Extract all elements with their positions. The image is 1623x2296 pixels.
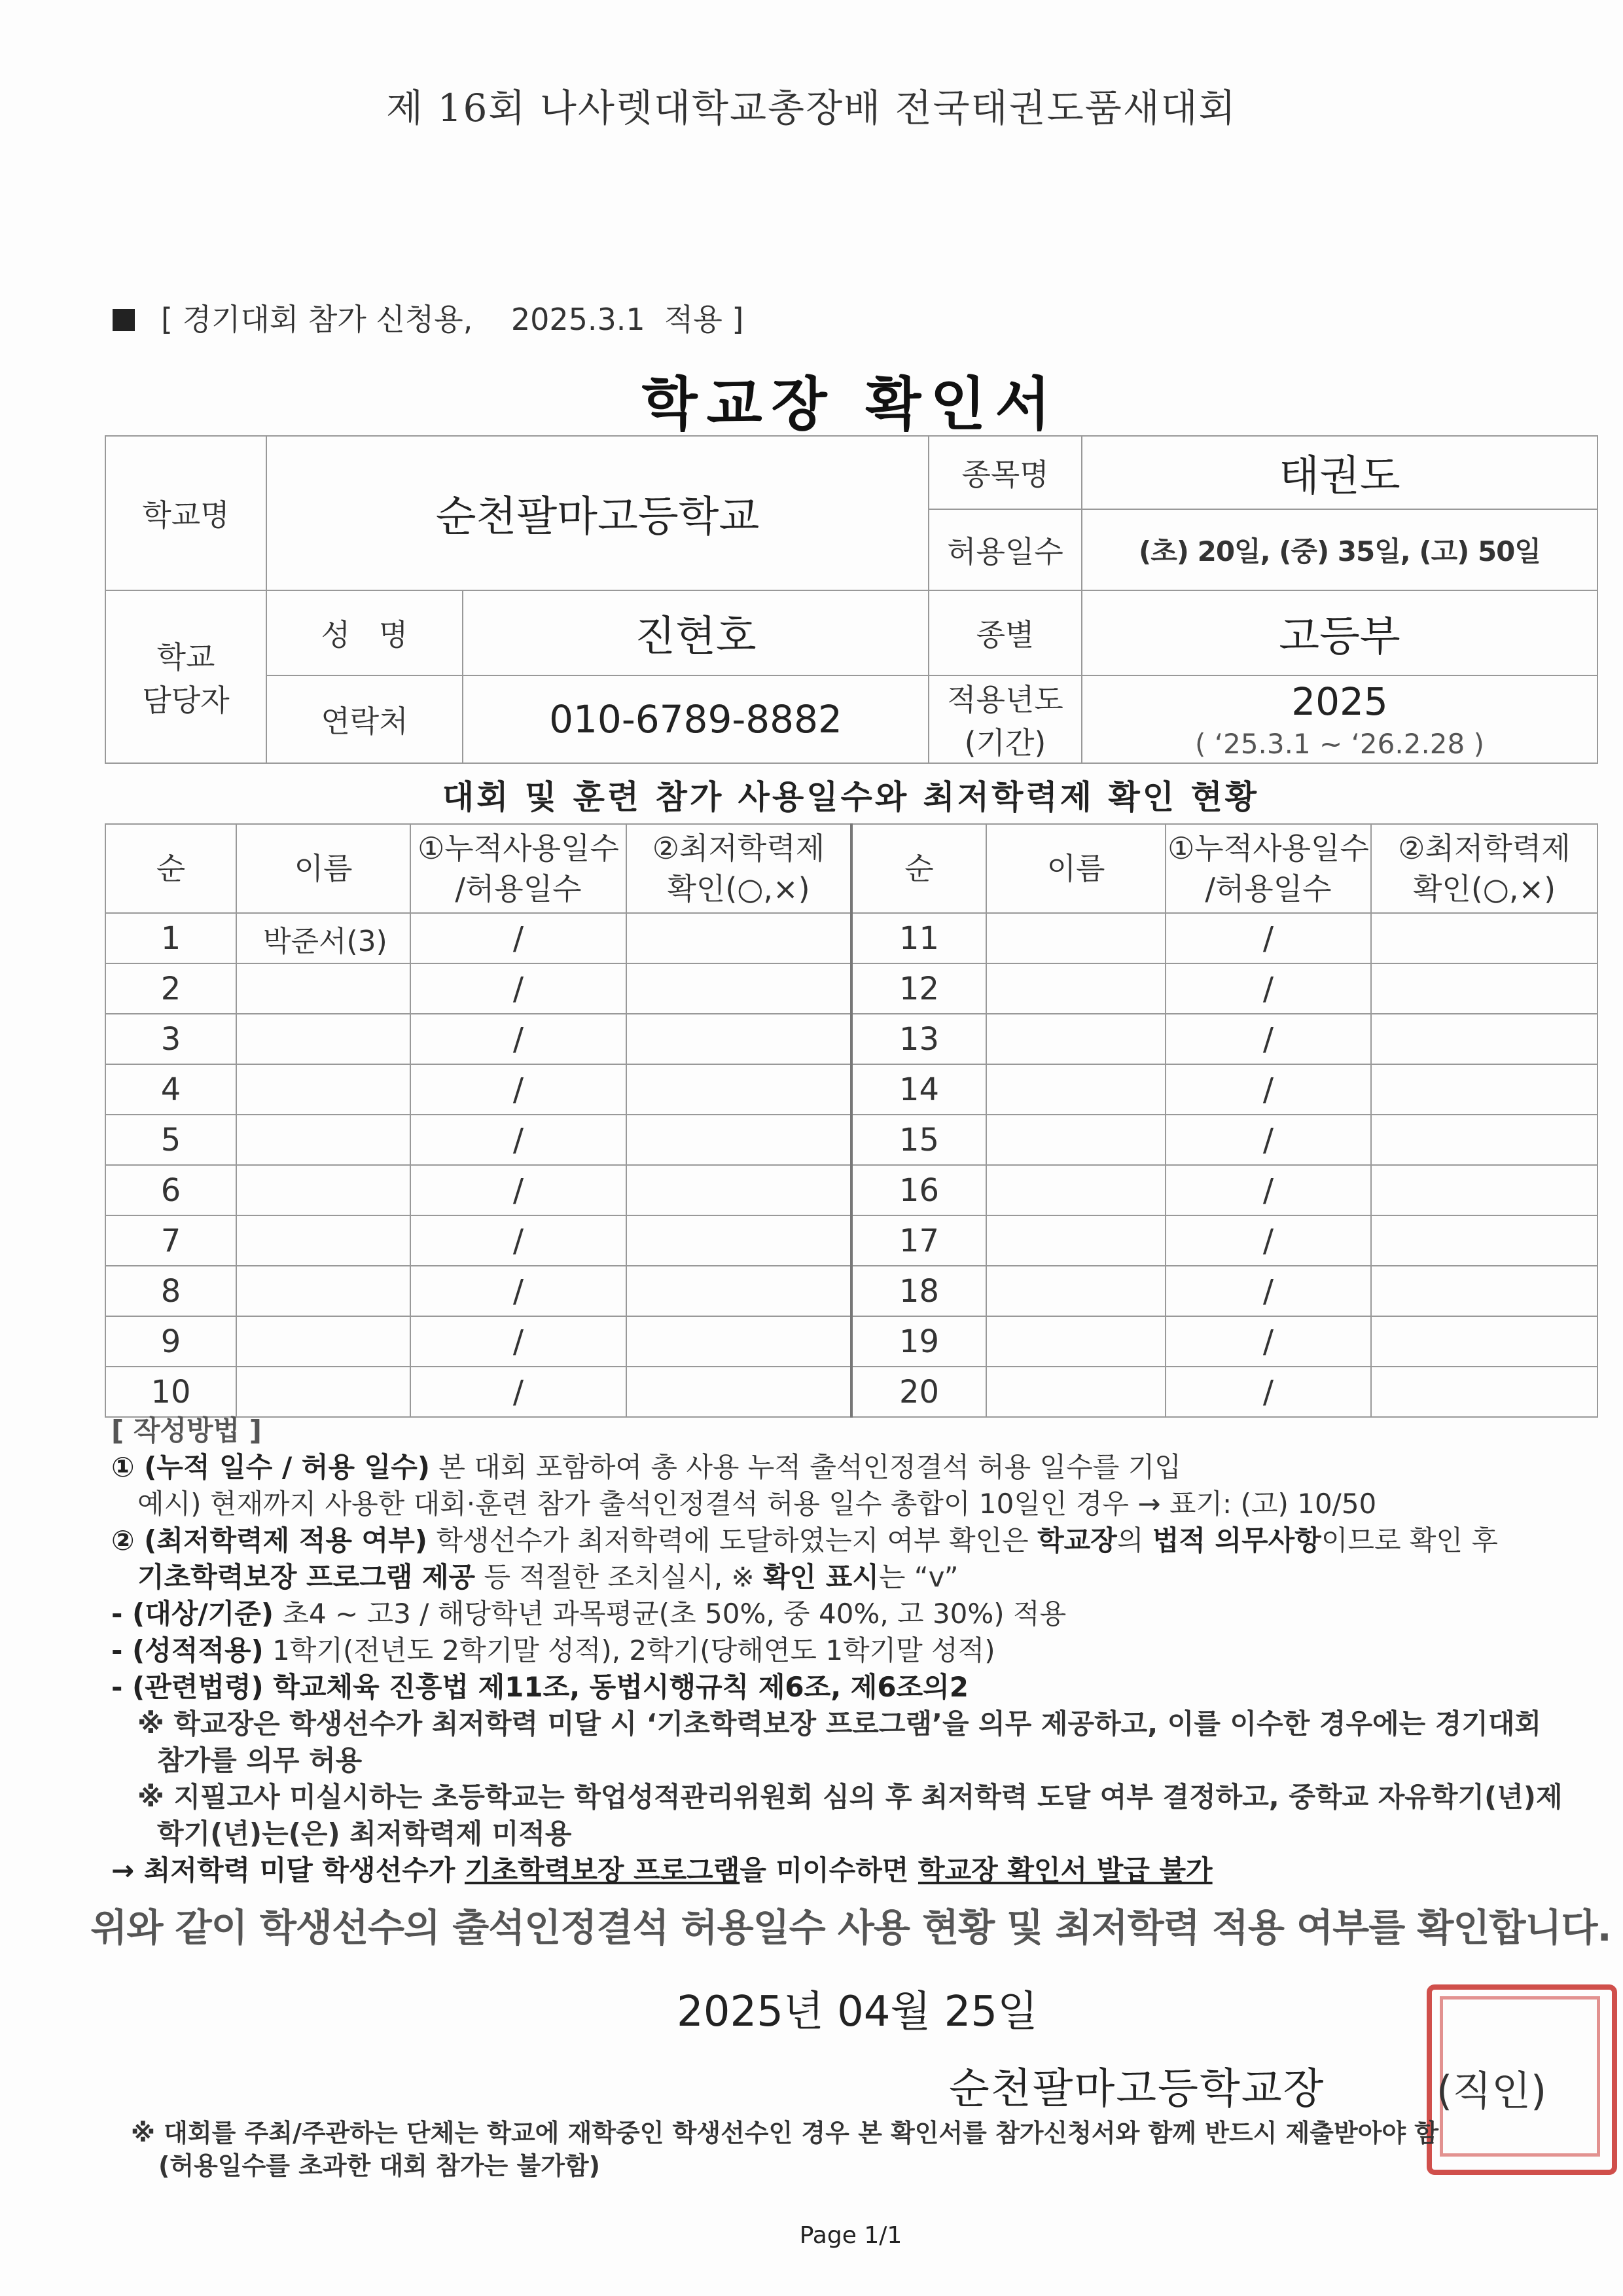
row-check [626, 913, 851, 963]
row-no: 7 [105, 1215, 236, 1266]
col-days [410, 824, 626, 913]
instruction-2-line2-text2: 는 “v” [878, 1561, 959, 1593]
row-days: / [410, 1215, 626, 1266]
row-check [626, 1367, 851, 1417]
row-no-2: 15 [851, 1115, 986, 1165]
row-name-2 [986, 1014, 1166, 1064]
year-cell [1082, 675, 1597, 763]
row-check [626, 1115, 851, 1165]
contact-label-line1: 학교 [156, 639, 215, 675]
table-row [105, 1367, 1597, 1417]
instruction-2-title: ② (최저학력제 적용 여부) [111, 1524, 427, 1556]
row-check-2 [1371, 1367, 1597, 1417]
remark-1: ※ 학교장은 학생선수가 최저학력 미달 시 ‘기초학력보장 프로그램’을 의무 제공하고, 이를 이수한 경우에는 경기대회 [137, 1708, 1542, 1740]
footnote-line2: (허용일수를 초과한 대회 참가는 불가함) [158, 2151, 600, 2180]
row-check-2 [1371, 913, 1597, 963]
phone-label: 연락처 [266, 675, 463, 763]
row-days-2: / [1166, 1014, 1371, 1064]
allowed-days-value: (초) 20일, (중) 35일, (고) 50일 [1082, 509, 1597, 590]
remark-1-cont: 참가를 의무 허용 [157, 1744, 363, 1776]
table-row [105, 1014, 1597, 1064]
row-check-2 [1371, 1215, 1597, 1266]
row-days-2: / [1166, 1165, 1371, 1215]
arrow-note-c: 을 미이수하면 [740, 1854, 919, 1886]
row-check [626, 963, 851, 1014]
row-days-2: / [1166, 913, 1371, 963]
square-bullet-icon [113, 309, 135, 331]
col-name-2: 이름 [986, 824, 1166, 913]
col-days-2 [1166, 824, 1371, 913]
row-check-2 [1371, 1165, 1597, 1215]
application-note-text: [ 경기대회 참가 신청용, 2025.3.1 적용 ] [161, 302, 744, 337]
instruction-2-text-c: 의 [1116, 1524, 1152, 1556]
row-days: / [410, 1266, 626, 1316]
section-title: 대회 및 훈련 참가 사용일수와 최저학력제 확인 현황 [442, 778, 1260, 816]
row-check [626, 1215, 851, 1266]
row-check-2 [1371, 1064, 1597, 1115]
instruction-2-text-e: 이므로 확인 후 [1321, 1524, 1498, 1556]
detail-target [111, 1596, 1603, 1632]
row-name-2 [986, 1064, 1166, 1115]
contact-label-line2: 담당자 [142, 683, 230, 718]
detail-law-text: - (관련법령) 학교체육 진흥법 제11조, 동법시행규칙 제6조, 제6조의2 [111, 1671, 969, 1703]
row-check [626, 1165, 851, 1215]
row-days-2: / [1166, 1316, 1371, 1367]
remark-2-cont: 학기(년)는(은) 최저학력제 미적용 [157, 1818, 572, 1850]
event-title: 제 16회 나사렛대학교총장배 전국태권도품새대회 [386, 86, 1237, 130]
arrow-note-a: → 최저학력 미달 학생선수가 [111, 1854, 465, 1886]
category-label: 종별 [929, 590, 1082, 675]
instruction-2-bold-b: 학교장 [1037, 1524, 1117, 1556]
table-row [105, 1266, 1597, 1316]
row-no-2: 19 [851, 1316, 986, 1367]
row-name-2 [986, 963, 1166, 1014]
row-no: 10 [105, 1367, 236, 1417]
sport-label: 종목명 [929, 436, 1082, 509]
row-name [236, 1316, 410, 1367]
row-no: 8 [105, 1266, 236, 1316]
table-row [105, 1316, 1597, 1367]
school-name-label: 학교명 [105, 436, 266, 590]
row-name-2 [986, 1115, 1166, 1165]
athlete-roster-table [105, 823, 1598, 1418]
col-check-2-line1: ②최저학력제 [1398, 831, 1571, 866]
col-days-2-line1: ①누적사용일수 [1168, 831, 1369, 866]
arrow-note [111, 1852, 1603, 1889]
row-days-2: / [1166, 1215, 1371, 1266]
row-no-2: 14 [851, 1064, 986, 1115]
row-name: 박준서(3) [236, 913, 410, 963]
row-check [626, 1316, 851, 1367]
instructions [111, 1412, 1603, 1889]
name-label: 성 명 [266, 590, 463, 675]
row-name-2 [986, 1215, 1166, 1266]
row-days: / [410, 1367, 626, 1417]
row-days: / [410, 1014, 626, 1064]
detail-grades-text: 1학기(전년도 2학기말 성적), 2학기(당해연도 1학기말 성적) [263, 1634, 995, 1666]
col-check [626, 824, 851, 913]
instruction-2-line2 [111, 1559, 1603, 1596]
row-name-2 [986, 1367, 1166, 1417]
row-name [236, 1014, 410, 1064]
row-days: / [410, 1316, 626, 1367]
table-row [105, 963, 1597, 1014]
row-check-2 [1371, 963, 1597, 1014]
col-days-2-line2: /허용일수 [1205, 871, 1332, 906]
row-name [236, 963, 410, 1014]
row-check-2 [1371, 1014, 1597, 1064]
year-label-line2: (기간) [964, 725, 1046, 761]
row-days-2: / [1166, 1064, 1371, 1115]
row-name-2 [986, 1165, 1166, 1215]
year-label [929, 675, 1082, 763]
col-check-line2: 확인(○,×) [667, 871, 810, 906]
row-no-2: 17 [851, 1215, 986, 1266]
row-no-2: 18 [851, 1266, 986, 1316]
row-check-2 [1371, 1266, 1597, 1316]
row-name [236, 1165, 410, 1215]
page-number: Page 1/1 [799, 2222, 902, 2249]
instruction-2-text-a: 학생선수가 최저학력에 도달하였는지 여부 확인은 [427, 1524, 1038, 1556]
confirmation-statement: 위와 같이 학생선수의 출석인정결석 허용일수 사용 현황 및 최저학력 적용 여부를 확인합니다. [90, 1905, 1611, 1950]
instruction-2-bold-d: 법적 의무사항 [1152, 1524, 1321, 1556]
row-check [626, 1064, 851, 1115]
col-no: 순 [105, 824, 236, 913]
row-days: / [410, 1064, 626, 1115]
row-no: 6 [105, 1165, 236, 1215]
row-name [236, 1064, 410, 1115]
col-check-2 [1371, 824, 1597, 913]
col-no-2: 순 [851, 824, 986, 913]
remark-2: ※ 지필고사 미실시하는 초등학교는 학업성적관리위원회 심의 후 최저학력 도달 여부 결정하고, 중학교 자유학기(년)제 [137, 1781, 1563, 1813]
row-no-2: 12 [851, 963, 986, 1014]
row-no-2: 20 [851, 1367, 986, 1417]
row-days-2: / [1166, 1367, 1371, 1417]
table-row [105, 1215, 1597, 1266]
table-row [105, 1115, 1597, 1165]
row-name [236, 1215, 410, 1266]
contact-person-label [105, 590, 266, 763]
row-name [236, 1367, 410, 1417]
arrow-note-b: 기초학력보장 프로그램 [464, 1854, 740, 1886]
instruction-2-line2-bold: 기초학력보장 프로그램 제공 [137, 1561, 476, 1593]
row-no-2: 16 [851, 1165, 986, 1215]
row-no-2: 13 [851, 1014, 986, 1064]
detail-law [111, 1669, 1603, 1706]
row-name [236, 1115, 410, 1165]
row-check [626, 1014, 851, 1064]
application-note [113, 296, 743, 339]
issue-date: 2025년 04월 25일 [677, 1988, 1038, 2036]
row-no-2: 11 [851, 913, 986, 963]
col-days-line2: /허용일수 [455, 871, 582, 906]
table-row [105, 1165, 1597, 1215]
detail-target-text: 초4 ~ 고3 / 해당학년 과목평균(초 50%, 중 40%, 고 30%) 적용 [274, 1598, 1067, 1630]
row-check-2 [1371, 1316, 1597, 1367]
col-name: 이름 [236, 824, 410, 913]
row-days-2: / [1166, 1266, 1371, 1316]
instruction-1-example: 예시) 현재까지 사용한 대회·훈련 참가 출석인정결석 허용 일수 총합이 10일인 경우 → 표기: (고) 10/50 [137, 1488, 1377, 1520]
principal-signature: 순천팔마고등학교장 [949, 2065, 1325, 2113]
instructions-heading: [ 작성방법 ] [111, 1414, 262, 1446]
footnote [131, 2117, 1603, 2182]
seal-label: (직인) [1436, 2067, 1547, 2115]
row-days: / [410, 913, 626, 963]
sport-value: 태권도 [1082, 436, 1597, 509]
detail-target-label: - (대상/기준) [111, 1598, 274, 1630]
table-row [105, 913, 1597, 963]
row-no: 5 [105, 1115, 236, 1165]
row-days: / [410, 1115, 626, 1165]
row-name [236, 1266, 410, 1316]
phone-value: 010-6789-8882 [463, 675, 929, 763]
instruction-1-text: 본 대회 포함하여 총 사용 누적 출석인정결석 허용 일수를 기입 [429, 1451, 1181, 1483]
row-check-2 [1371, 1115, 1597, 1165]
category-value: 고등부 [1082, 590, 1597, 675]
instruction-2-line2-bold2: 확인 표시 [762, 1561, 879, 1593]
row-no: 4 [105, 1064, 236, 1115]
row-days: / [410, 963, 626, 1014]
detail-grades-label: - (성적적용) [111, 1634, 264, 1666]
instruction-1 [111, 1449, 1603, 1486]
arrow-note-d: 학교장 확인서 발급 불가 [918, 1854, 1213, 1886]
row-no: 3 [105, 1014, 236, 1064]
detail-grades [111, 1632, 1603, 1669]
allowed-days-label: 허용일수 [929, 509, 1082, 590]
instruction-2 [111, 1522, 1603, 1559]
instruction-2-line2-text: 등 적절한 조치실시, ※ [475, 1561, 763, 1593]
row-no: 1 [105, 913, 236, 963]
document-title: 학교장 확인서 [641, 370, 1060, 438]
year-value: 2025 [1291, 679, 1388, 724]
footnote-line1: ※ 대회를 주최/주관하는 단체는 학교에 재학중인 학생선수인 경우 본 확인서를 참가신청서와 함께 반드시 제출받아야 함 [131, 2119, 1439, 2147]
row-days-2: / [1166, 963, 1371, 1014]
year-label-line1: 적용년도 [947, 682, 1063, 717]
school-name-value: 순천팔마고등학교 [266, 436, 929, 590]
row-name-2 [986, 1266, 1166, 1316]
row-name-2 [986, 913, 1166, 963]
name-value: 진현호 [463, 590, 929, 675]
row-check [626, 1266, 851, 1316]
col-check-2-line2: 확인(○,×) [1412, 871, 1556, 906]
row-no: 2 [105, 963, 236, 1014]
table-row [105, 1064, 1597, 1115]
row-days: / [410, 1165, 626, 1215]
period-value: ( ‘25.3.1 ~ ‘26.2.28 ) [1195, 727, 1484, 760]
col-days-line1: ①누적사용일수 [418, 831, 619, 866]
school-info-table [105, 435, 1598, 764]
row-name-2 [986, 1316, 1166, 1367]
row-no: 9 [105, 1316, 236, 1367]
col-check-line1: ②최저학력제 [652, 831, 825, 866]
row-days-2: / [1166, 1115, 1371, 1165]
instruction-1-title: ① (누적 일수 / 허용 일수) [111, 1451, 430, 1483]
